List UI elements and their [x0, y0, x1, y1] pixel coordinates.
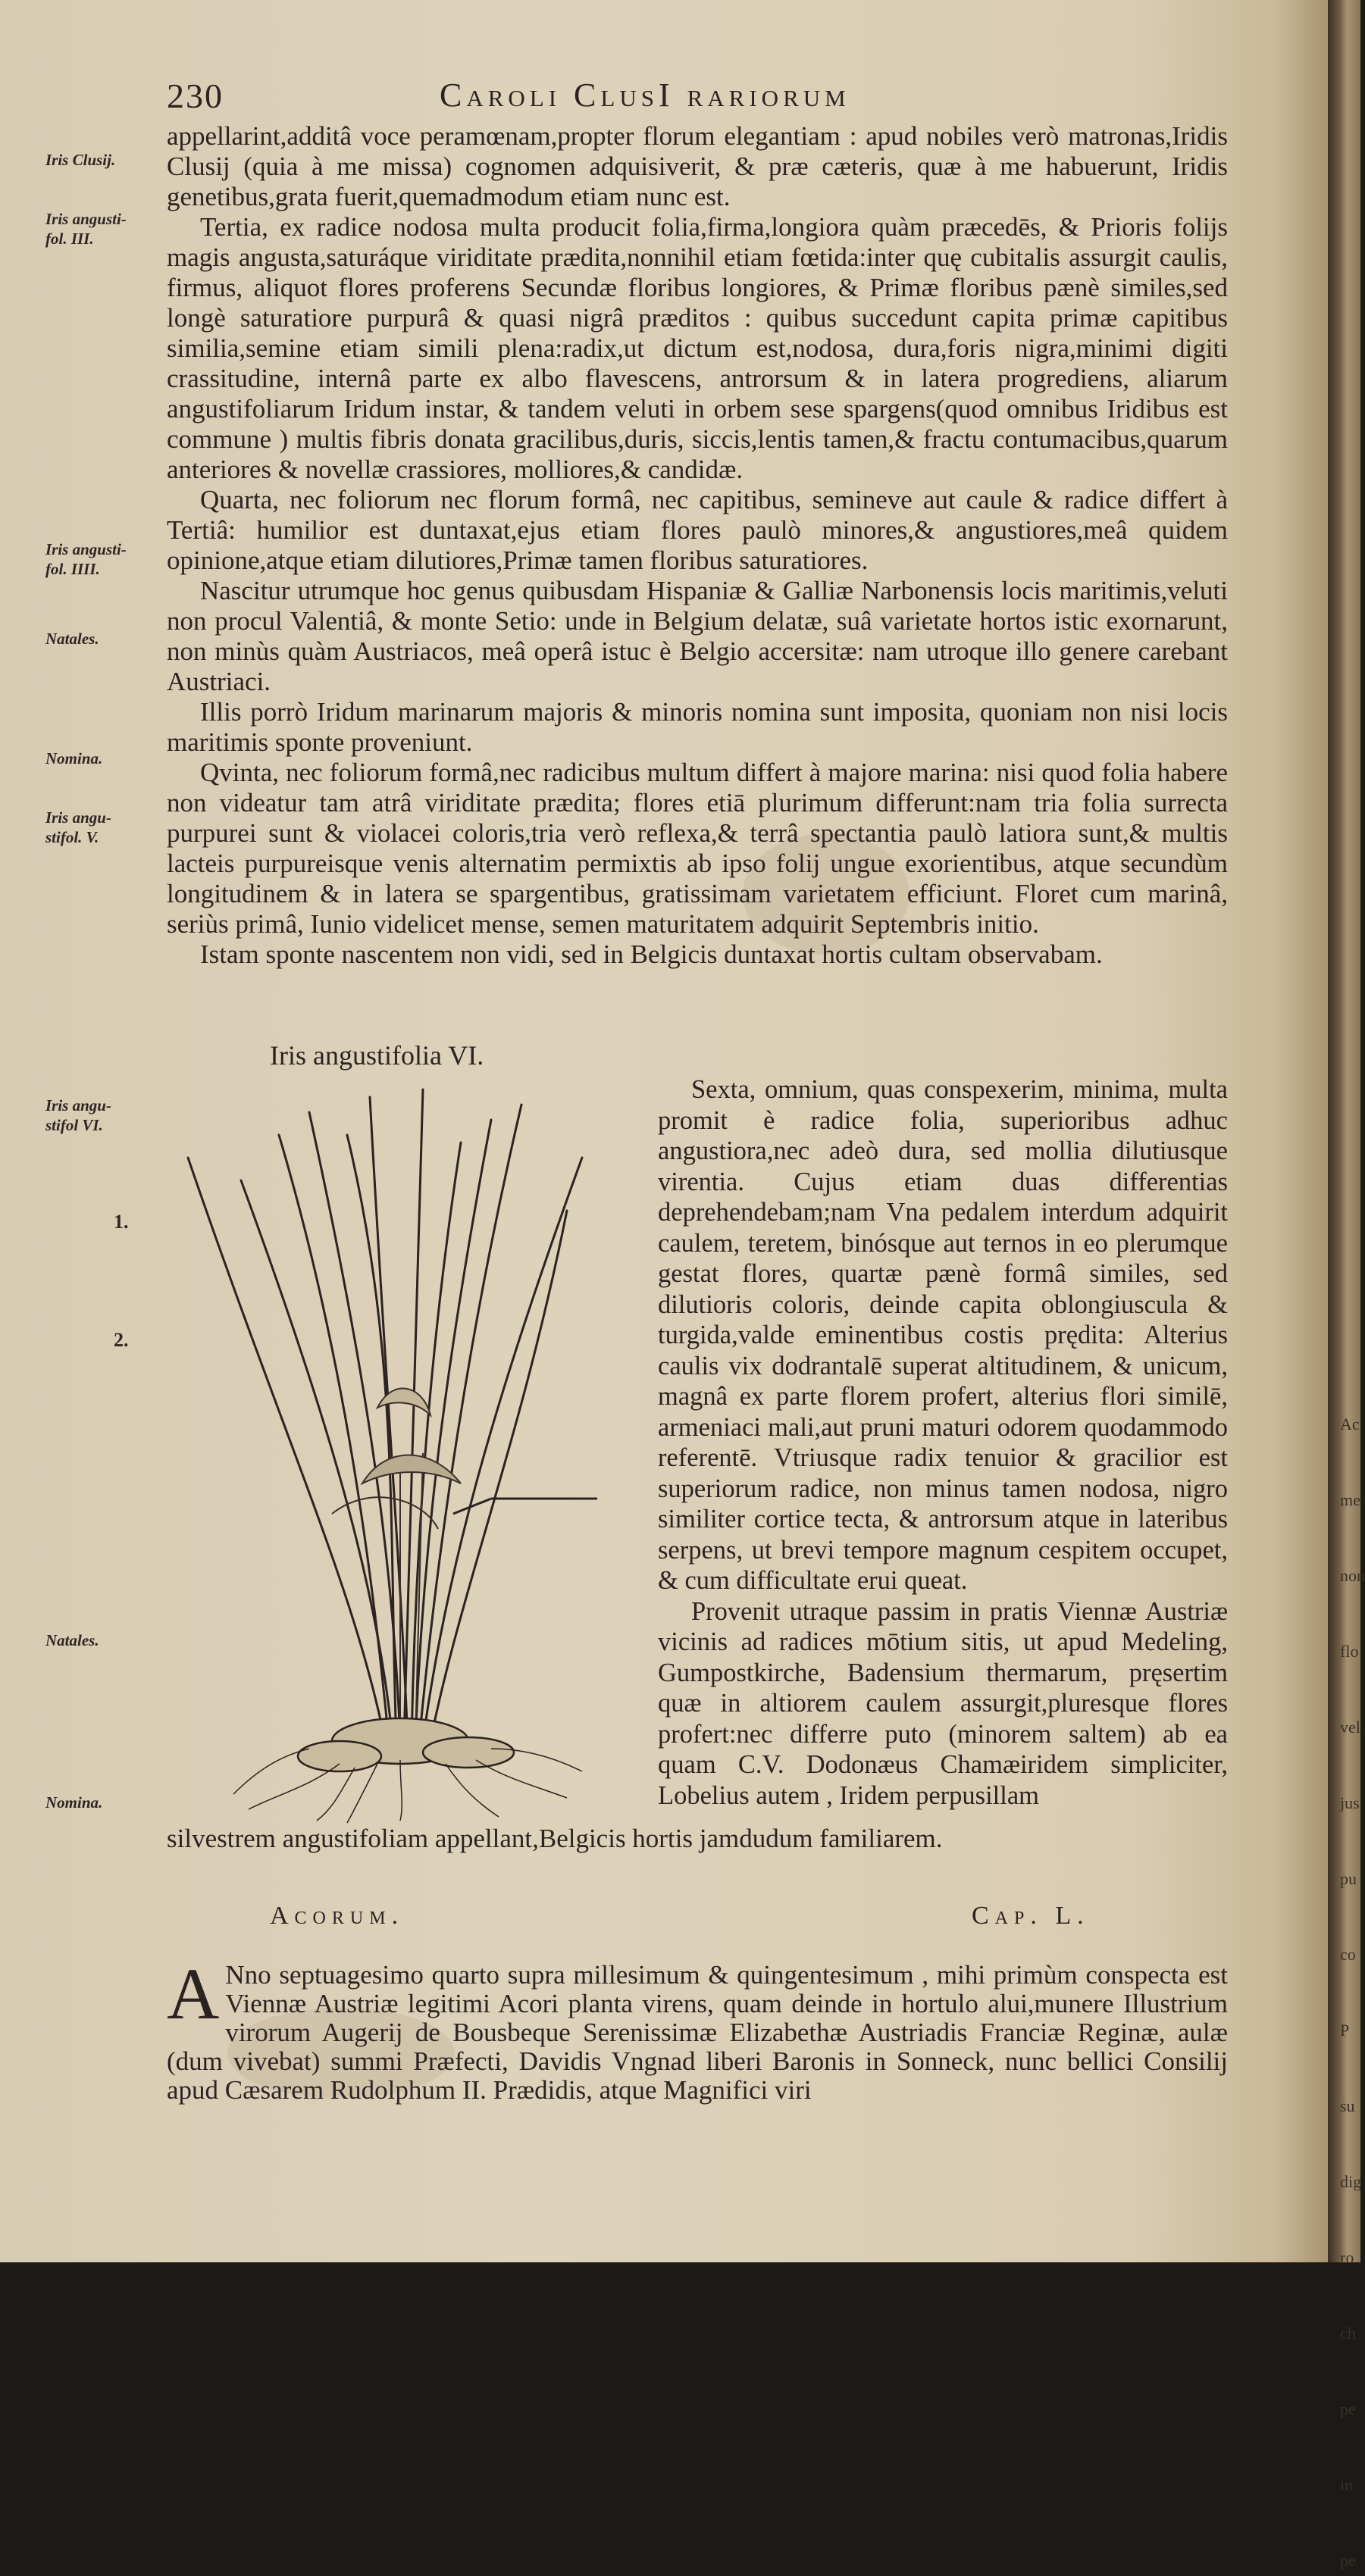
next-page-fragment: pe	[1340, 2551, 1356, 2570]
margin-note-nomina: Nomina.	[45, 749, 103, 767]
paragraph-sexta: Sexta, omnium, quas conspexerim, minima, multa promit è radice folia, superioribus adhuc angustiora,nec adeò dura, sed mollia dilutiusque virentia. Cujus etiam duas differentias deprehendebam;nam Vna pedalem interdum adquirit caulem, teretem, binósque aut ternos in eo plerumque gestat flores, quartæ pænè formâ similes, sed dilutioris coloris, deinde capita oblongiuscula & turgida,valde eminentibus costis prędita: Alterius caulis vix dodrantalē superat altitudinem, & unicum, magnâ ex parte florem profert, alterius flori similē, armeniaci mali,aut pruni maturi odorem quodammodo referentē. Vtriusque radix tenuior & gracilior est superiorum radice, non minus tamen nodosa, nigro similiter cortice tecta, & antrorsum atque in lateribus serpens, ut brevi tempore magnum cespitem occupet, & cum difficultate erui queat.	[658, 1075, 1228, 1595]
drop-cap: A	[167, 1953, 220, 2034]
margin-note-nomina: Nomina.	[45, 1793, 103, 1812]
next-page-fragment: non	[1340, 1566, 1365, 1585]
acorum-paragraph: Nno septuagesimo quarto supra millesimum & quingentesimum , mihi primùm conspecta est Viennæ Austriæ legitimi Acori planta virens, quam deinde in hortulo alui,munere Illustrium virorum Augerij de Bousbeque Serenissimæ Elizabethæ Austriadis Franciæ Reginæ, aulæ (dum vivebat) summi Præfecti, Davidis Vngnad liberi Baronis in Sonneck, nunc bellici Consilij apud Cæsarem Rudolphum II. Prædidis, atque Magnifici viri	[167, 1960, 1228, 2105]
figure-marker-1: 1.	[114, 1211, 129, 1233]
margin-note-natales: Natales.	[45, 1631, 99, 1649]
figure-caption: Iris angustifolia VI.	[270, 1040, 484, 1071]
iris-woodcut-illustration	[173, 1089, 597, 1824]
next-page-fragment: P	[1340, 2021, 1350, 2040]
margin-note-iris-6: Iris angu-stifol VI.	[45, 1096, 111, 1134]
next-page-fragment: me	[1340, 1490, 1360, 1509]
next-page-fragment: ch	[1340, 2324, 1356, 2343]
paragraph-intro: appellarint,additâ voce peramœnam,propter florum elegantiam : apud nobiles verò matronas,Iridis Clusij (quia à me missa) cognomen adquisiverit, & præ cæteris, quæ à me habuerunt, Iridis genetibus,grata fuerit,quemadmodum etiam nunc est.	[167, 121, 1228, 211]
chapter-title: Acorum.	[270, 1902, 405, 1930]
paragraph-provenit: Provenit utraque passim in pratis Viennæ Austriæ vicinis ad radices mōtium sitis, ut apud Medeling, Gumpostkirche, Badensium thermarum, pręsertim quæ in altiorem caulem assurgit,pluresque flores profert:nec differre puto (minorem saltem) ab ea quam C.V. Dodonæus Chamæiridem simpliciter, Lobelius autem , Iridem perpusillam	[658, 1596, 1228, 1810]
paragraph-quinta: Qvinta, nec foliorum formâ,nec radicibus multum differt à majore marina: nisi quod folia habere non videatur tam atrâ viriditate prædita; flores etiā plurimum differunt:nam tria folia surrecta purpurei sunt & violacei coloris,tria verò reflexa,& terrâ spectantia paulò latiora sunt,& multis lacteis purpureisque venis alternatim permixtis ab ipso folij ungue exorientibus, atque secundùm longitudinem & in latera se spargentibus, gratissimam varietatem efficiunt. Floret cum marinâ, seriùs primâ, Iunio videlicet mense, semen maturitatem adquirit Septembris initio.	[167, 758, 1228, 939]
next-page-fragment: jus	[1340, 1793, 1360, 1812]
continuation-line: silvestrem angustifoliam appellant,Belgicis hortis jamdudum familiarem.	[167, 1824, 943, 1853]
margin-note-iris-5: Iris angu-stifol. V.	[45, 808, 111, 846]
next-page-fragment: pe	[1340, 2399, 1356, 2418]
next-page-fragment: dig	[1340, 2172, 1362, 2191]
next-page-fragment: flo	[1340, 1642, 1359, 1661]
paragraph-observation: Istam sponte nascentem non vidi, sed in Belgicis duntaxat hortis cultam observabam.	[200, 939, 1103, 969]
running-header	[167, 76, 1258, 121]
next-page-fragment: pu	[1340, 1869, 1357, 1888]
paragraph-quarta: Quarta, nec foliorum nec florum formâ, nec capitibus, semineve aut caule & radice differt à Tertiâ: humilior est duntaxat,ejus etiam flores paulò minores,& angustiores,meâ quidem opinione,atque etiam dilutiores,Primæ tamen floribus saturatiores.	[167, 485, 1228, 575]
margin-note-iris-clusij: Iris Clusij.	[45, 151, 116, 169]
chapter-number: Cap. L.	[972, 1902, 1090, 1930]
paragraph-tertia: Tertia, ex radice nodosa multa producit folia,firma,longiora quàm præcedēs, & Prioris folijs magis angusta,saturáque viriditate prædita,nonnihil etiam fœtida:inter quę cubitalis assurgit caulis, firmus, aliquot flores proferens Secundæ floribus longiores, & Primæ floribus pænè similes,sed longè saturatiore purpurâ & quasi nigrâ præditos : quibus succedunt capita primæ capitibus similia,semine etiam simili plena:radix,ut dictum est,nodosa, dura,foris nigra,minimi digiti crassitudine, internâ parte ex albo flavescens, antrorsum & in latera progrediens, aliarum angustifoliarum Iridum instar, & tandem veluti in orbem sese spargens(quod omnibus Iridibus est commune ) multis fibris donata gracilibus,duris, siccis,lentis tamen,& fractu contumacibus,quarum anteriores & novellæ crassiores, molliores,& candidæ.	[167, 212, 1228, 484]
figure-marker-2: 2.	[114, 1329, 129, 1351]
next-page-fragment: in	[1340, 2475, 1354, 2494]
chapter-heading	[270, 1902, 1104, 1940]
next-page-fragment: Ac	[1340, 1415, 1360, 1433]
sexta-column-text	[658, 1074, 1228, 1811]
body-text	[167, 121, 1228, 970]
next-page-fragment: su	[1340, 2096, 1355, 2115]
next-page-fragment: vel	[1340, 1718, 1360, 1737]
paragraph-nomina: Illis porrò Iridum marinarum majoris & minoris nomina sunt imposita, quoniam non nisi locis maritimis sponte proveniunt.	[167, 697, 1228, 757]
next-page-edge	[1340, 45, 1365, 2570]
next-page-fragment: co	[1340, 1945, 1356, 1964]
margin-note-natales: Natales.	[45, 630, 99, 648]
margin-note-iris-3: Iris angusti-fol. III.	[45, 210, 127, 248]
page-number: 230	[167, 77, 224, 115]
paragraph-natales: Nascitur utrumque hoc genus quibusdam Hispaniæ & Galliæ Narbonensis locis maritimis,veluti non procul Valentiâ, & monte Setio: unde in Belgium delatæ, suâ varietate hortos istic exornarunt, non minùs quàm Austriacos, meâ operâ istuc è Belgio accersitæ: nam utroque illo genere carebant Austriaci.	[167, 576, 1228, 696]
next-page-fragment: ro	[1340, 2248, 1354, 2267]
running-title: Caroli ClusI rariorum	[440, 77, 850, 114]
acorum-text	[167, 1953, 1228, 2105]
margin-note-iris-4: Iris angusti-fol. IIII.	[45, 540, 127, 578]
